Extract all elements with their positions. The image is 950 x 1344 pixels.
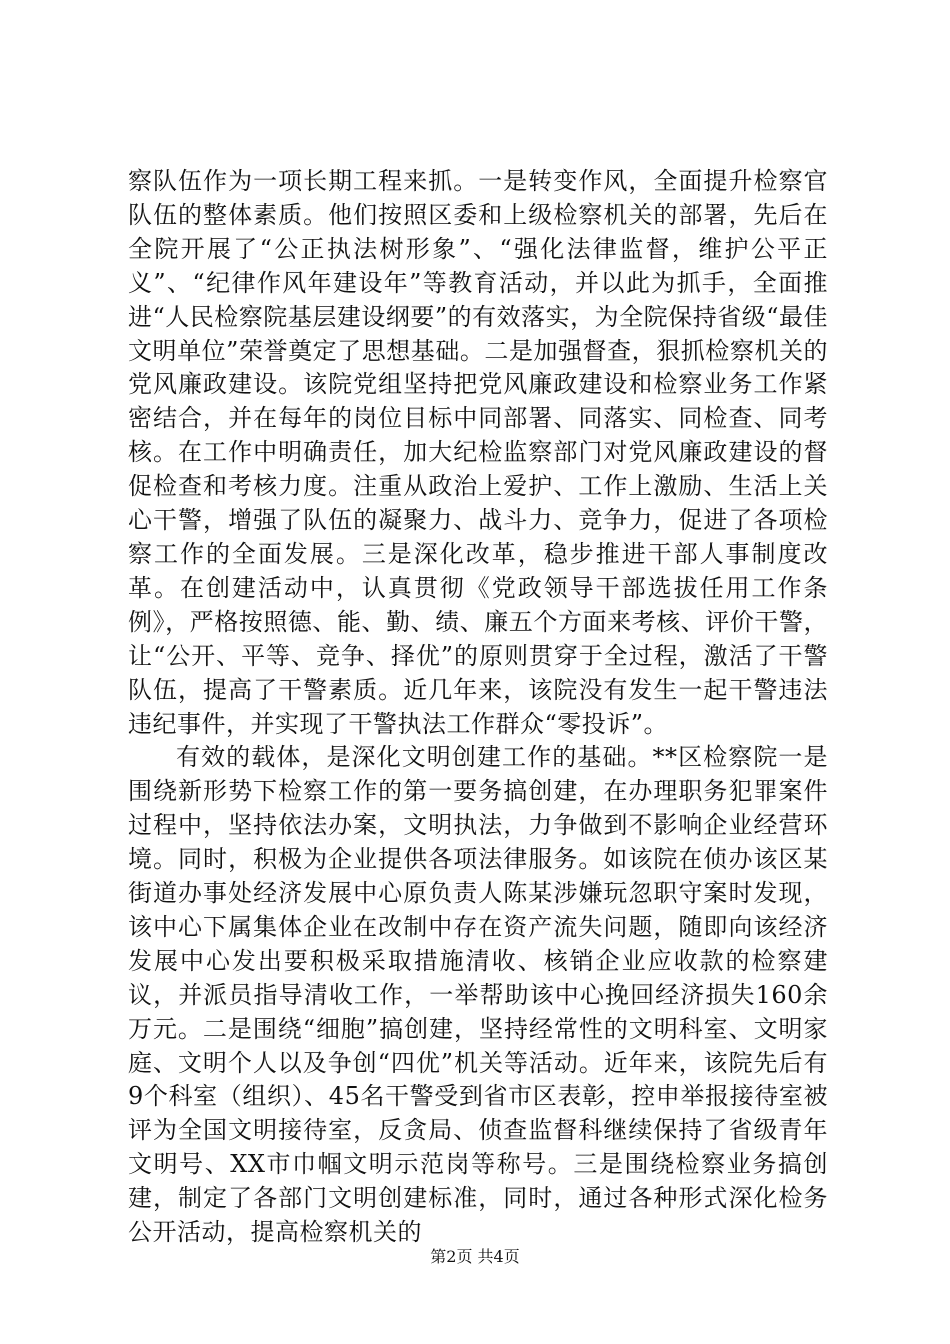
body-text <box>128 165 828 1250</box>
paragraph-2: 有效的载体，是深化文明创建工作的基础。**区检察院一是围绕新形势下检察工作的第一要务搞创建，在办理职务犯罪案件过程中，坚持依法办案，文明执法，力争做到不影响企业经营环境。同时，积极为企业提供各项法律服务。如该院在侦办该区某街道办事处经济发展中心原负责人陈某涉嫌玩忽职守案时发现，该中心下属集体企业在改制中存在资产流失问题，随即向该经济发展中心发出要积极采取措施清收、核销企业应收款的检察建议，并派员指导清收工作，一举帮助该中心挽回经济损失160余万元。二是围绕“细胞”搞创建，坚持经常性的文明科室、文明家庭、文明个人以及争创“四优”机关等活动。近年来，该院先后有9个科室（组织）、45名干警受到省市区表彰，控申举报接待室被评为全国文明接待室，反贪局、侦查监督科继续保持了省级青年文明号、XX市巾帼文明示范岗等称号。三是围绕检察业务搞创建，制定了各部门文明创建标准，同时，通过各种形式深化检务公开活动，提高检察机关的 <box>128 743 828 1247</box>
page-footer: 第2页 共4页 <box>430 1247 520 1266</box>
paragraph-1: 察队伍作为一项长期工程来抓。一是转变作风，全面提升检察官队伍的整体素质。他们按照区委和上级检察机关的部署，先后在全院开展了“公正执法树形象”、“强化法律监督，维护公平正义”、“纪律作风年建设年”等教育活动，并以此为抓手，全面推进“人民检察院基层建设纲要”的有效落实，为全院保持省级“最佳文明单位”荣誉奠定了思想基础。二是加强督查，狠抓检察机关的党风廉政建设。该院党组坚持把党风廉政建设和检察业务工作紧密结合，并在每年的岗位目标中同部署、同落实、同检查、同考核。在工作中明确责任，加大纪检监察部门对党风廉政建设的督促检查和考核力度。注重从政治上爱护、工作上激励、生活上关心干警，增强了队伍的凝聚力、战斗力、竞争力，促进了各项检察工作的全面发展。三是深化改革，稳步推进干部人事制度改革。在创建活动中，认真贯彻《党政领导干部选拔任用工作条例》，严格按照德、能、勤、绩、廉五个方面来考核、评价干警，让“公开、平等、竞争、择优”的原则贯穿于全过程，激活了干警队伍，提高了干警素质。近几年来，该院没有发生一起干警违法违纪事件，并实现了干警执法工作群众“零投诉”。 <box>128 167 828 738</box>
